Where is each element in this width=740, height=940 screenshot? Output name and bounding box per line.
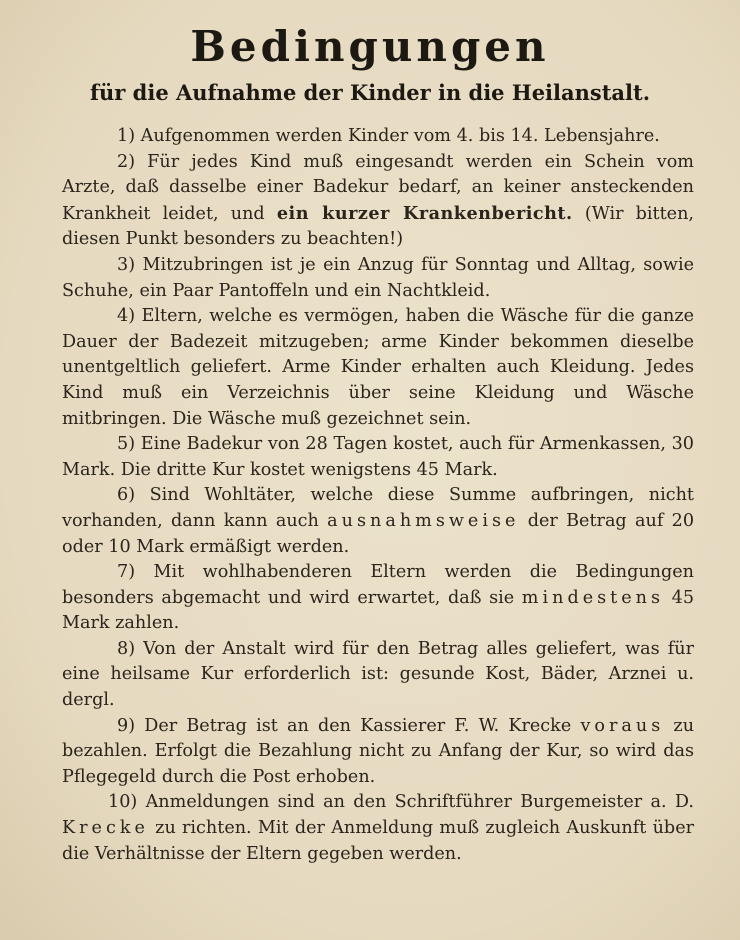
condition-number: 4)	[117, 306, 136, 327]
condition-8	[62, 637, 694, 714]
page-subtitle: für die Aufnahme der Kinder in die Heilanstalt.	[89, 80, 651, 105]
condition-text: (Wir bitten, diesen Punkt besonders zu beachten!)	[62, 203, 695, 250]
condition-text: Aufgenommen werden Kinder vom 4. bis 14. Lebensjahre.	[140, 126, 660, 146]
condition-number: 8)	[117, 638, 136, 659]
condition-number: 7)	[117, 562, 136, 583]
condition-emphasis: ein kurzer Krankenbericht.	[276, 202, 573, 224]
condition-text: Von der Anstalt wird für den Betrag alles geliefert, was für eine heilsame Kur erforderlich ist: gesunde Kost, Bäder, Arznei u. dergl.	[62, 638, 695, 711]
condition-text: der Betrag auf 20 oder 10 Mark ermäßigt werden.	[62, 510, 695, 557]
condition-spaced-emphasis: Krecke	[62, 818, 149, 839]
condition-text: Für jedes Kind muß eingesandt werden ein Schein vom Arzte, daß dasselbe einer Badekur bedarf, an keiner ansteckenden Krankheit leidet, und	[62, 151, 694, 224]
condition-text: Eltern, welche es vermögen, haben die Wäsche für die ganze Dauer der Badezeit mitzugeben; arme Kinder bekommen dieselbe unentgeltlich geliefert. Arme Kinder erhalten auch Kleidung. Jedes Kind muß ein Verzeichnis über seine Kleidung und Wäsche mitbringen. Die Wäsche muß gezeichnet sein.	[62, 306, 694, 429]
condition-4	[62, 304, 694, 432]
condition-text: zu bezahlen. Erfolgt die Bezahlung nicht zu Anfang der Kur, so wird das Pflegegeld durch die Post erhoben.	[62, 715, 695, 787]
condition-text: Mitzubringen ist je ein Anzug für Sonntag und Alltag, sowie Schuhe, ein Paar Pantoffeln und ein Nachtkleid.	[62, 254, 694, 301]
condition-text: 45 Mark zahlen.	[62, 587, 695, 634]
condition-number: 9)	[117, 715, 136, 736]
condition-9	[62, 714, 694, 791]
condition-number: 10)	[108, 792, 138, 813]
conditions-list	[62, 124, 694, 867]
condition-6	[62, 483, 694, 560]
condition-number: 6)	[117, 485, 136, 506]
condition-text: Sind Wohltäter, welche diese Summe aufbringen, nicht vorhanden, dann kann auch	[62, 485, 694, 531]
condition-text: zu richten. Mit der Anmeldung muß zugleich Auskunft über die Verhältnisse der Eltern gegeben werden.	[62, 818, 695, 864]
condition-10	[62, 790, 694, 867]
condition-1	[62, 124, 694, 150]
condition-text: Anmeldungen sind an den Schriftführer Burgemeister a. D.	[145, 792, 694, 813]
condition-spaced-emphasis: mindestens	[521, 587, 664, 608]
condition-text: Der Betrag ist an den Kassierer F. W. Krecke	[144, 715, 572, 736]
condition-number: 1)	[117, 126, 136, 146]
condition-5	[62, 432, 694, 483]
condition-number: 2)	[117, 151, 136, 172]
condition-number: 5)	[117, 434, 136, 455]
condition-text: Mit wohlhabenderen Eltern werden die Bedingungen besonders abgemacht und wird erwartet, daß sie	[62, 562, 695, 608]
condition-text: Eine Badekur von 28 Tagen kostet, auch für Armenkassen, 30 Mark. Die dritte Kur kostet wenigstens 45 Mark.	[62, 434, 694, 480]
condition-7	[62, 560, 694, 637]
page-title: Bedingungen	[190, 22, 550, 71]
condition-2	[62, 150, 694, 253]
condition-spaced-emphasis: ausnahmsweise	[327, 510, 520, 531]
condition-3	[62, 253, 694, 304]
condition-number: 3)	[117, 254, 136, 275]
condition-spaced-emphasis: voraus	[580, 715, 665, 736]
